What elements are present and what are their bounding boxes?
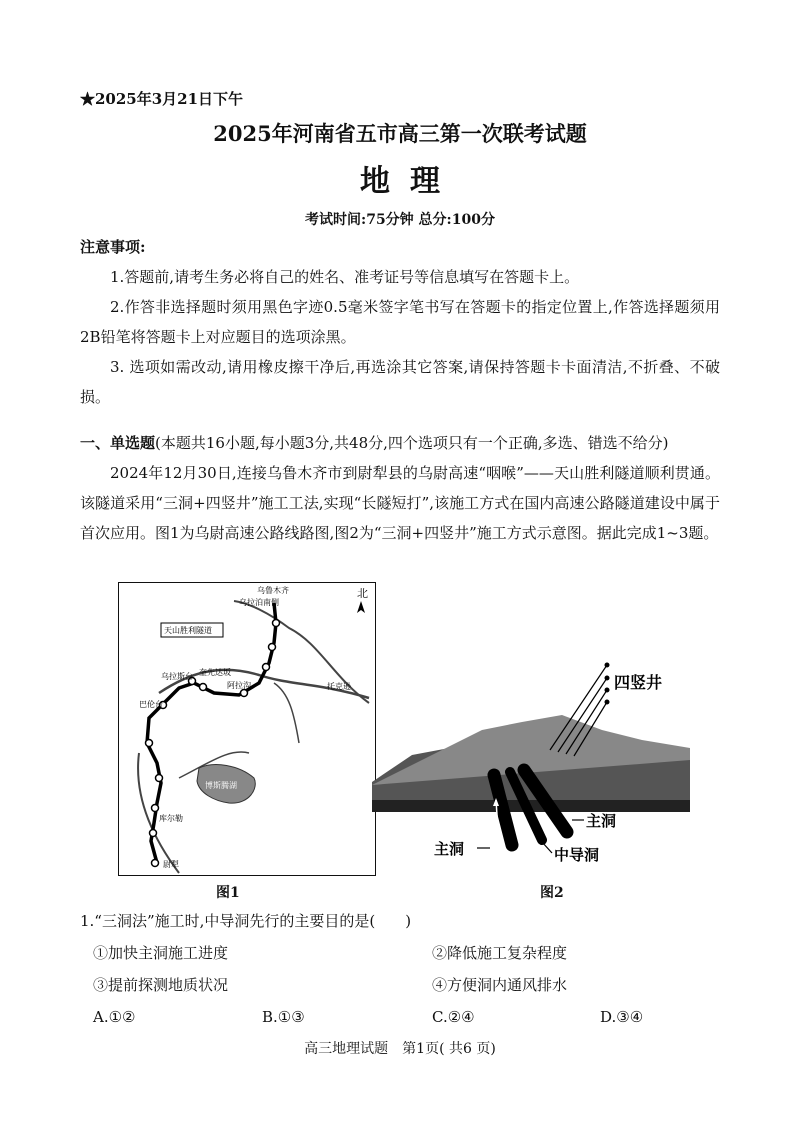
label-main-left: 主洞 — [434, 840, 465, 858]
label-korla: 库尔勒 — [159, 814, 183, 823]
figure1-map — [118, 582, 376, 876]
label-urumqi: 乌鲁木齐 — [257, 586, 289, 595]
label-tunnel: 天山胜利隧道 — [164, 626, 212, 635]
choice-d[interactable]: D.③④ — [600, 1008, 644, 1026]
label-bosten: 博斯腾湖 — [205, 781, 237, 790]
section-title: 一、单选题 — [80, 434, 156, 452]
exam-date: ★2025年3月21日下午 — [80, 90, 244, 108]
label-main-right: 主洞 — [586, 812, 617, 830]
section-note: (本题共16小题,每小题3分,共48分,四个选项只有一个正确,多选、错选不给分) — [155, 434, 669, 452]
north-arrow-icon — [357, 601, 365, 613]
notice-item-3: 3. 选项如需改动,请用橡皮擦干净后,再选涂其它答案,请保持答题卡卡面清洁,不折叠、不破损。 — [80, 358, 720, 406]
page-footer: 高三地理试题 第1页( 共6 页) — [304, 1041, 496, 1057]
exam-info: 考试时间:75分钟 总分:100分 — [305, 212, 495, 228]
notice-item-2: 2.作答非选择题时须用黑色字迹0.5毫米签字笔书写在答题卡的指定位置上,作答选择题须用2B铅笔将答题卡上对应题目的选项涂黑。 — [80, 298, 720, 346]
label-wulabo: 乌拉泊南侧 — [239, 598, 279, 607]
label-wulasitai: 乌拉斯台 — [161, 672, 193, 681]
subject-title: 地理 — [360, 164, 460, 199]
figure2-diagram — [372, 660, 690, 875]
tunnel-diagram-graphic — [372, 660, 690, 875]
choice-b[interactable]: B.①③ — [262, 1008, 305, 1026]
choice-a[interactable]: A.①② — [93, 1008, 136, 1026]
label-baluntai: 巴伦台 — [139, 700, 163, 709]
question1-stem: 1.“三洞法”施工时,中导洞先行的主要目的是( ) — [80, 912, 412, 930]
question1-item-4: ④方便洞内通风排水 — [432, 976, 568, 994]
label-guide: 中导洞 — [554, 846, 600, 864]
choice-c[interactable]: C.②④ — [432, 1008, 475, 1026]
label-kuixiandaban: 奎先达坂 — [199, 668, 231, 677]
figure1-caption: 图1 — [216, 885, 240, 901]
label-tuokexun: 托克逊 — [327, 682, 351, 691]
north-label: 北 — [357, 587, 368, 600]
label-alagou: 阿拉沟 — [227, 681, 251, 690]
question1-item-1: ①加快主洞施工进度 — [93, 944, 229, 962]
passage-text: 2024年12月30日,连接乌鲁木齐市到尉犁县的乌尉高速“咽喉”——天山胜利隧道顺利贯通。该隧道采用“三洞+四竖井”施工工法,实现“长隧短打”,该施工方式在国内高速公路隧道建设中属于首次应用。图1为乌尉高速公路线路图,图2为“三洞+四竖井”施工方式示意图。据此完成1~3题。 — [80, 464, 720, 542]
section-heading — [80, 432, 740, 453]
label-yuli: 尉犁 — [163, 860, 179, 869]
exam-title: 2025年河南省五市高三第一次联考试题 — [213, 121, 587, 146]
route-map-graphic — [119, 583, 375, 875]
question1-item-3: ③提前探测地质状况 — [93, 976, 229, 994]
notice-item-1: 1.答题前,请考生务必将自己的姓名、准考证号等信息填写在答题卡上。 — [110, 268, 580, 286]
question1-item-2: ②降低施工复杂程度 — [432, 944, 568, 962]
label-shafts: 四竖井 — [614, 673, 663, 692]
figure2-caption: 图2 — [540, 885, 564, 901]
notice-title: 注意事项: — [80, 238, 146, 256]
